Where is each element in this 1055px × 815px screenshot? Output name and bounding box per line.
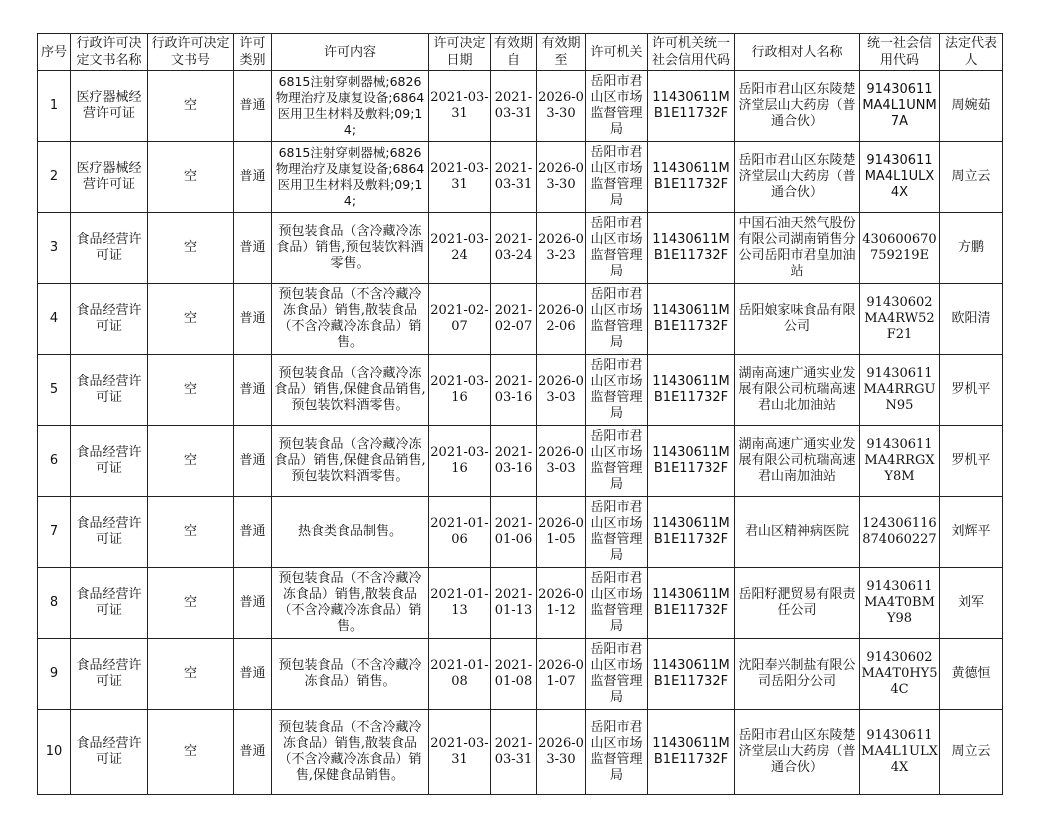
cell-doc-name: 食品经营许可证 [71,710,148,795]
cell-authority-text: 岳阳市君山区市场监督管理局 [590,74,643,137]
cell-content-text: 预包装食品（含冷藏冷冻食品）销售,预包装饮料酒零售。 [276,224,424,271]
cell-valid-from: 2021-03-31 [491,142,537,213]
cell-authority [586,639,648,710]
cell-doc-name: 医疗器械经营许可证 [71,142,148,213]
cell-counterpart: 中国石油天然气股份有限公司湖南销售分公司岳阳市君皇加油站 [735,213,860,284]
cell-authority-code: 11430611MB1E11732F [648,142,735,213]
cell-content-text: 预包装食品（不含冷藏冷冻食品）销售,散装食品（不含冷藏冷冻食品）销售,保健食品销售。 [278,720,422,783]
cell-doc-no: 空 [148,568,234,639]
cell-content-text: 预包装食品（含冷藏冷冻食品）销售,保健食品销售,预包装饮料酒零售。 [274,366,426,413]
cell-decision-date: 2021-03-31 [429,71,491,142]
cell-decision-date: 2021-01-13 [429,568,491,639]
cell-valid-from: 2021-03-16 [491,426,537,497]
cell-authority-code: 11430611MB1E11732F [648,426,735,497]
cell-legal-rep: 周立云 [940,142,1003,213]
cell-authority-code: 11430611MB1E11732F [648,710,735,795]
cell-content [272,355,429,426]
cell-legal-rep: 黄德恒 [940,639,1003,710]
cell-authority [586,426,648,497]
cell-authority-text: 岳阳市君山区市场监督管理局 [590,216,643,279]
cell-content-text: 6815注射穿刺器械;6826物理治疗及康复设备;6864医用卫生材料及敷料;09;14; [275,145,425,208]
cell-doc-no: 空 [148,284,234,355]
cell-content-text: 热食类食品制售。 [297,524,402,539]
cell-credit-code: 91430611MA4L1ULX4X [860,710,940,795]
cell-authority-code: 11430611MB1E11732F [648,71,735,142]
cell-credit-code: 91430611MA4L1UNM7A [860,71,940,142]
cell-content-text: 预包装食品（不含冷藏冷冻食品）销售,散装食品（不含冷藏冷冻食品）销售。 [278,287,422,350]
cell-valid-from: 2021-03-31 [491,71,537,142]
permit-table [37,33,1003,795]
cell-type: 普通 [234,639,272,710]
cell-valid-to: 2026-02-06 [537,284,586,355]
cell-content [272,710,429,795]
table-row [38,568,1003,639]
cell-credit-code: 91430611MA4RRGXY8M [860,426,940,497]
cell-decision-date: 2021-02-07 [429,284,491,355]
cell-legal-rep: 欧阳清 [940,284,1003,355]
cell-authority-text: 岳阳市君山区市场监督管理局 [590,429,643,492]
cell-authority [586,284,648,355]
table-row [38,142,1003,213]
cell-content [272,284,429,355]
cell-valid-to: 2026-03-23 [537,213,586,284]
table-row [38,71,1003,142]
cell-valid-from: 2021-03-16 [491,355,537,426]
cell-doc-name: 医疗器械经营许可证 [71,71,148,142]
cell-authority [586,710,648,795]
cell-counterpart: 君山区精神病医院 [735,497,860,568]
cell-seq: 10 [38,710,71,795]
cell-credit-code: 91430602MA4RW52F21 [860,284,940,355]
header-doc-no: 行政许可决定文书号 [148,34,234,71]
cell-authority [586,355,648,426]
table-row [38,710,1003,795]
cell-content [272,639,429,710]
cell-counterpart: 湖南高速广通实业发展有限公司杭瑞高速君山北加油站 [735,355,860,426]
header-decision-date: 许可决定日期 [429,34,491,71]
cell-credit-code: 91430602MA4T0HY54C [860,639,940,710]
cell-authority [586,213,648,284]
cell-type: 普通 [234,213,272,284]
cell-content-text: 预包装食品（不含冷藏冷冻食品）销售。 [278,658,422,689]
cell-counterpart: 岳阳籽淝贸易有限责任公司 [735,568,860,639]
cell-legal-rep: 方鹏 [940,213,1003,284]
cell-content-text: 6815注射穿刺器械;6826物理治疗及康复设备;6864医用卫生材料及敷料;09;14; [275,74,425,137]
cell-content [272,71,429,142]
cell-authority [586,142,648,213]
cell-doc-name: 食品经营许可证 [71,355,148,426]
header-authority-code: 许可机关统一社会信用代码 [648,34,735,71]
cell-authority-code: 11430611MB1E11732F [648,568,735,639]
cell-authority-text: 岳阳市君山区市场监督管理局 [590,358,643,421]
cell-authority-text: 岳阳市君山区市场监督管理局 [590,145,643,208]
cell-type: 普通 [234,355,272,426]
cell-seq: 4 [38,284,71,355]
cell-counterpart: 沈阳奉兴制盐有限公司岳阳分公司 [735,639,860,710]
cell-content-text: 预包装食品（不含冷藏冷冻食品）销售,散装食品（不含冷藏冷冻食品）销售。 [278,571,422,634]
header-valid-from: 有效期自 [491,34,537,71]
cell-legal-rep: 刘军 [940,568,1003,639]
cell-seq: 6 [38,426,71,497]
cell-type: 普通 [234,71,272,142]
cell-decision-date: 2021-03-31 [429,142,491,213]
cell-valid-to: 2026-01-05 [537,497,586,568]
header-row [38,34,1003,71]
cell-doc-name: 食品经营许可证 [71,497,148,568]
cell-valid-to: 2026-03-30 [537,142,586,213]
cell-legal-rep: 周婉茹 [940,71,1003,142]
cell-legal-rep: 罗机平 [940,426,1003,497]
cell-seq: 9 [38,639,71,710]
cell-credit-code: 91430611MA4L1ULX4X [860,142,940,213]
cell-valid-to: 2026-01-07 [537,639,586,710]
cell-legal-rep: 罗机平 [940,355,1003,426]
cell-decision-date: 2021-03-16 [429,426,491,497]
cell-content [272,213,429,284]
table-row [38,213,1003,284]
cell-decision-date: 2021-01-08 [429,639,491,710]
cell-authority-text: 岳阳市君山区市场监督管理局 [590,720,643,783]
cell-valid-to: 2026-03-03 [537,355,586,426]
cell-decision-date: 2021-01-06 [429,497,491,568]
cell-content [272,568,429,639]
cell-valid-to: 2026-03-30 [537,71,586,142]
cell-content [272,142,429,213]
cell-doc-name: 食品经营许可证 [71,639,148,710]
cell-type: 普通 [234,497,272,568]
cell-counterpart: 岳阳娘家味食品有限公司 [735,284,860,355]
cell-doc-name: 食品经营许可证 [71,426,148,497]
cell-legal-rep: 刘辉平 [940,497,1003,568]
cell-authority-code: 11430611MB1E11732F [648,639,735,710]
header-seq: 序号 [38,34,71,71]
cell-doc-no: 空 [148,71,234,142]
cell-doc-name: 食品经营许可证 [71,568,148,639]
cell-content [272,497,429,568]
table-row [38,355,1003,426]
header-legal-rep: 法定代表人 [940,34,1003,71]
cell-valid-to: 2026-03-03 [537,426,586,497]
cell-seq: 5 [38,355,71,426]
cell-doc-no: 空 [148,355,234,426]
cell-credit-code: 91430611MA4T0BMY98 [860,568,940,639]
cell-seq: 7 [38,497,71,568]
cell-credit-code: 124306116874060227 [860,497,940,568]
header-content: 许可内容 [272,34,429,71]
cell-valid-from: 2021-03-31 [491,710,537,795]
cell-credit-code: 430600670759219E [860,213,940,284]
cell-doc-no: 空 [148,497,234,568]
header-valid-to: 有效期至 [537,34,586,71]
cell-doc-no: 空 [148,213,234,284]
table-row [38,497,1003,568]
cell-decision-date: 2021-03-24 [429,213,491,284]
cell-authority [586,568,648,639]
table-row [38,426,1003,497]
cell-decision-date: 2021-03-31 [429,710,491,795]
cell-authority-code: 11430611MB1E11732F [648,497,735,568]
cell-doc-name: 食品经营许可证 [71,213,148,284]
cell-valid-to: 2026-01-12 [537,568,586,639]
cell-authority-code: 11430611MB1E11732F [648,213,735,284]
cell-seq: 3 [38,213,71,284]
header-credit-code: 统一社会信用代码 [860,34,940,71]
table-row [38,639,1003,710]
header-authority: 许可机关 [586,34,648,71]
cell-authority-text: 岳阳市君山区市场监督管理局 [590,287,643,350]
cell-doc-no: 空 [148,426,234,497]
cell-valid-to: 2026-03-30 [537,710,586,795]
cell-authority-code: 11430611MB1E11732F [648,284,735,355]
cell-authority-text: 岳阳市君山区市场监督管理局 [590,571,643,634]
cell-legal-rep: 周立云 [940,710,1003,795]
cell-authority-text: 岳阳市君山区市场监督管理局 [590,642,643,705]
cell-doc-no: 空 [148,710,234,795]
cell-type: 普通 [234,426,272,497]
cell-type: 普通 [234,284,272,355]
header-type: 许可类别 [234,34,272,71]
cell-authority [586,71,648,142]
cell-counterpart: 湖南高速广通实业发展有限公司杭瑞高速君山南加油站 [735,426,860,497]
cell-counterpart: 岳阳市君山区东陵楚济堂层山大药房（普通合伙） [735,710,860,795]
cell-doc-no: 空 [148,639,234,710]
cell-valid-from: 2021-02-07 [491,284,537,355]
cell-content [272,426,429,497]
cell-counterpart: 岳阳市君山区东陵楚济堂层山大药房（普通合伙） [735,142,860,213]
cell-seq: 1 [38,71,71,142]
cell-authority-code: 11430611MB1E11732F [648,355,735,426]
cell-seq: 8 [38,568,71,639]
cell-valid-from: 2021-03-24 [491,213,537,284]
header-counterpart: 行政相对人名称 [735,34,860,71]
cell-valid-from: 2021-01-13 [491,568,537,639]
cell-credit-code: 91430611MA4RRGUN95 [860,355,940,426]
cell-type: 普通 [234,710,272,795]
cell-authority-text: 岳阳市君山区市场监督管理局 [590,500,643,563]
cell-doc-name: 食品经营许可证 [71,284,148,355]
cell-type: 普通 [234,568,272,639]
cell-valid-from: 2021-01-06 [491,497,537,568]
table-row [38,284,1003,355]
cell-content-text: 预包装食品（含冷藏冷冻食品）销售,保健食品销售,预包装饮料酒零售。 [274,437,426,484]
cell-type: 普通 [234,142,272,213]
cell-seq: 2 [38,142,71,213]
cell-counterpart: 岳阳市君山区东陵楚济堂层山大药房（普通合伙） [735,71,860,142]
header-doc-name: 行政许可决定文书名称 [71,34,148,71]
cell-doc-no: 空 [148,142,234,213]
cell-valid-from: 2021-01-08 [491,639,537,710]
cell-decision-date: 2021-03-16 [429,355,491,426]
cell-authority [586,497,648,568]
